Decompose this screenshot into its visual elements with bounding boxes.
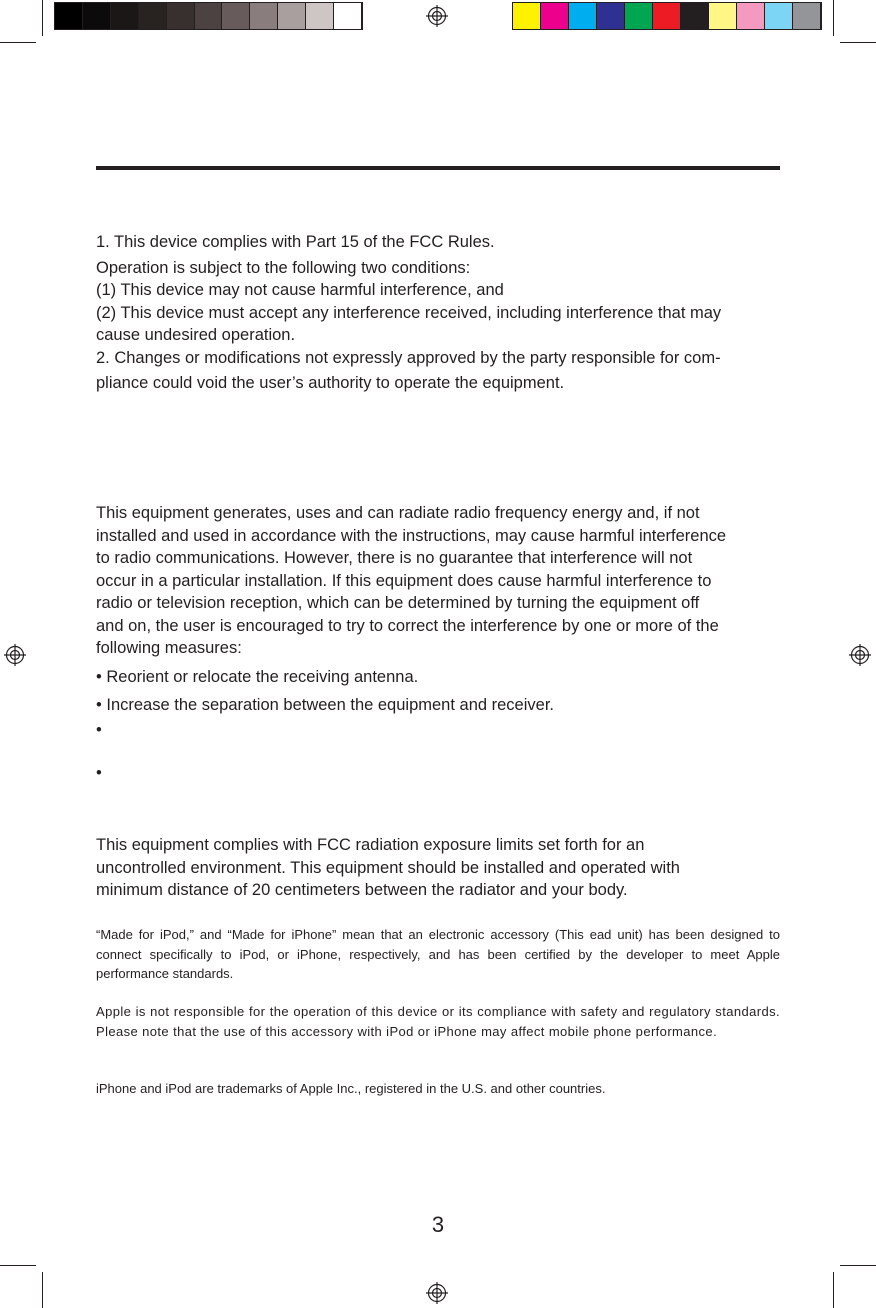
radiation-line: minimum distance of 20 centimeters between the radiator and your body. (96, 881, 628, 899)
color-swatch (139, 3, 167, 29)
fcc-line: pliance could void the user’s authority to operate the equipment. (96, 374, 565, 392)
radiation-line: This equipment complies with FCC radiation exposure limits set forth for an (96, 836, 645, 854)
interference-line: This equipment generates, uses and can radiate radio frequency energy and, if not (96, 504, 700, 522)
fcc-compliance-line: 1. This device complies with Part 15 of the FCC Rules. (96, 233, 495, 251)
crop-mark (0, 42, 36, 43)
crop-mark (42, 1272, 43, 1308)
registration-mark-icon (3, 643, 27, 667)
color-swatch (278, 3, 306, 29)
apple-responsibility-statement: Apple is not responsible for the operation of this device or its compliance with safety and regulatory standards. Please note that the use of this accessory with iPod or iPhone may affect mobile phone performance. (96, 1004, 780, 1039)
crop-mark (840, 1265, 876, 1266)
color-swatch (681, 3, 709, 29)
radiation-line: uncontrolled environment. This equipment should be installed and operated with (96, 858, 680, 877)
registration-mark-icon (425, 1281, 449, 1305)
interference-line: to radio communications. However, there is no guarantee that interference will not (96, 549, 693, 567)
fcc-line: (2) This device must accept any interference received, including interference that may (96, 303, 722, 322)
interference-line: installed and used in accordance with the instructions, may cause harmful interference (96, 526, 727, 545)
color-swatch (250, 3, 278, 29)
crop-mark (833, 0, 834, 36)
color-swatch (765, 3, 793, 29)
interference-section (96, 502, 780, 785)
crop-mark (833, 1272, 834, 1308)
interference-line: radio or television reception, which can be determined by turning the equipment off (96, 594, 700, 612)
color-swatch (195, 3, 223, 29)
color-swatch (709, 3, 737, 29)
color-swatch (625, 3, 653, 29)
measure-bullet: • (96, 720, 102, 739)
color-swatch (167, 3, 195, 29)
crop-mark (42, 0, 43, 36)
trademark-statement: iPhone and iPod are trademarks of Apple Inc., registered in the U.S. and other countries. (96, 1081, 606, 1096)
color-swatch (55, 3, 83, 29)
measure-bullet: • (96, 764, 102, 782)
measure-bullet: • Increase the separation between the equipment and receiver. (96, 696, 554, 714)
registration-mark-icon (425, 4, 449, 28)
color-swatch (653, 3, 681, 29)
made-for-ipod-statement: “Made for iPod,” and “Made for iPhone” mean that an electronic accessory (This ead unit) has been designed to connect specifically to iPod, or iPhone, respectively, and has been certified by the developer to meet Apple performance standards. (96, 927, 780, 981)
interference-line: occur in a particular installation. If this equipment does cause harmful interference to (96, 571, 712, 590)
color-swatch (569, 3, 597, 29)
fcc-line: cause undesired operation. (96, 326, 296, 344)
color-swatch (597, 3, 625, 29)
interference-line: and on, the user is encouraged to try to correct the interference by one or more of the (96, 616, 719, 635)
color-swatch (334, 3, 362, 29)
fcc-line: (1) This device may not cause harmful interference, and (96, 281, 504, 299)
color-swatch (737, 3, 765, 29)
crop-mark (0, 1265, 36, 1266)
measure-bullet: • Reorient or relocate the receiving antenna. (96, 667, 419, 686)
registration-mark-icon (848, 643, 872, 667)
color-swatch (111, 3, 139, 29)
crop-mark (840, 42, 876, 43)
color-swatch (306, 3, 334, 29)
color-swatch (513, 3, 541, 29)
page-number: 3 (431, 1212, 445, 1237)
color-swatch (793, 3, 821, 29)
color-swatch (541, 3, 569, 29)
radiation-section (96, 834, 780, 902)
color-swatch (83, 3, 111, 29)
fcc-line: 2. Changes or modifications not expressly approved by the party responsible for com- (96, 348, 721, 367)
fcc-line: Operation is subject to the following two conditions: (96, 258, 471, 277)
fcc-part15-section (96, 231, 780, 395)
interference-line: following measures: (96, 639, 242, 657)
color-swatch (222, 3, 250, 29)
header-rule (96, 166, 780, 170)
